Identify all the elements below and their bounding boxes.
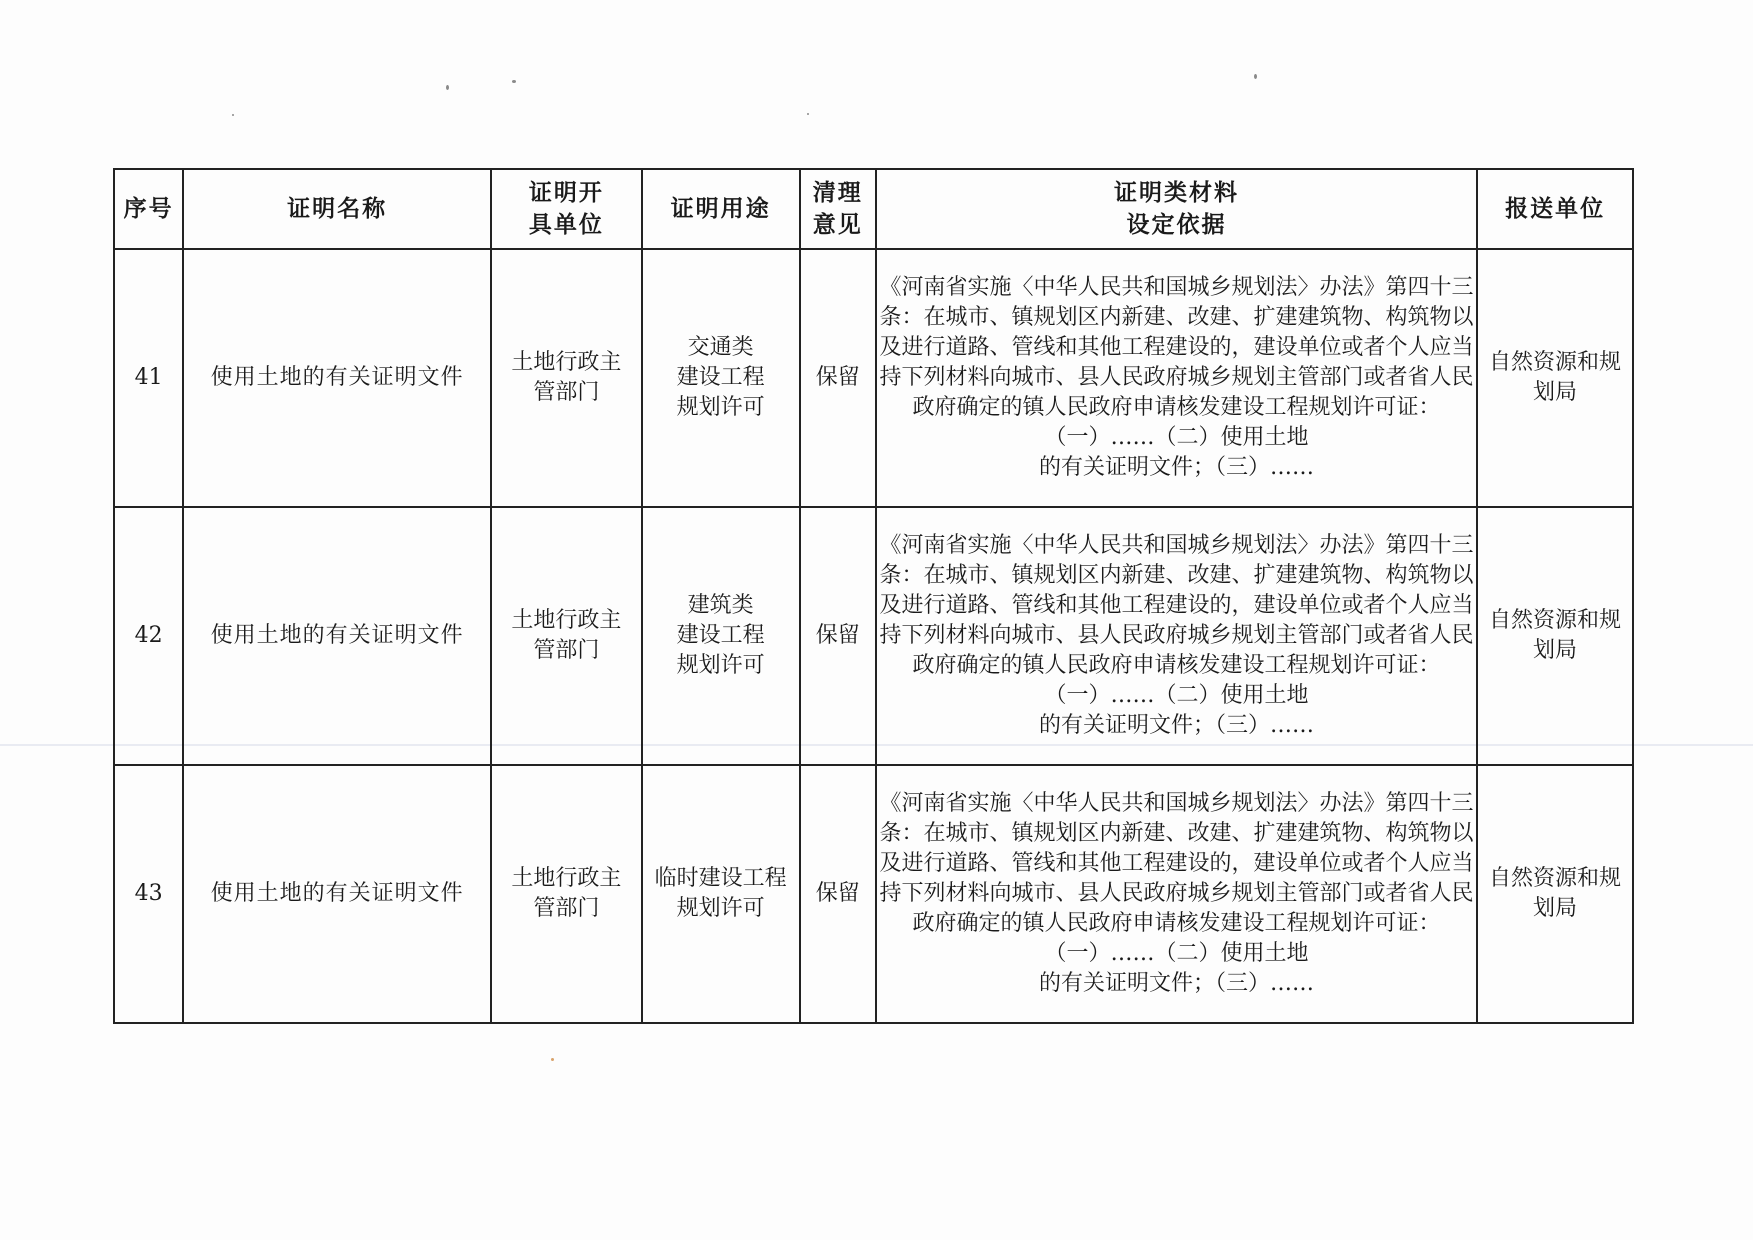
certificate-use-line: 临时建设工程: [654, 866, 787, 891]
reporting-unit-line: 划局: [1533, 638, 1578, 663]
issuing-unit: [491, 249, 642, 507]
reporting-unit: [1477, 765, 1633, 1023]
cleanup-opinion: 保留: [800, 507, 876, 765]
table-row: [114, 765, 1633, 1023]
certificate-use-line: 建设工程: [676, 623, 765, 648]
row-number: 42: [114, 507, 183, 765]
row-number: 43: [114, 765, 183, 1023]
issuing-unit-line: 管部门: [533, 896, 600, 921]
row-number: 41: [114, 249, 183, 507]
header-opinion-line: 清理: [812, 179, 863, 206]
scan-speck: [512, 80, 516, 83]
header-use: 证明用途: [642, 169, 800, 249]
header-no: 序号: [114, 169, 183, 249]
certificate-use: [642, 765, 800, 1023]
legal-basis-last-line: 的有关证明文件；（三）……: [1039, 713, 1315, 738]
certificate-table: [113, 168, 1634, 1024]
reporting-unit: [1477, 249, 1633, 507]
legal-basis: [876, 507, 1477, 765]
certificate-name: 使用土地的有关证明文件: [183, 765, 491, 1023]
table-row: [114, 507, 1633, 765]
table-row: [114, 249, 1633, 507]
certificate-use: [642, 507, 800, 765]
issuing-unit-line: 土地行政主: [511, 350, 622, 375]
scan-speck: [551, 1058, 554, 1061]
scan-speck: [232, 114, 234, 116]
issuing-unit-line: 土地行政主: [511, 608, 622, 633]
header-basis-line: 证明类材料: [1114, 179, 1240, 206]
scan-speck: [1254, 74, 1257, 79]
certificate-use-line: 建设工程: [676, 365, 765, 390]
header-opinion: [800, 169, 876, 249]
reporting-unit: [1477, 507, 1633, 765]
issuing-unit: [491, 765, 642, 1023]
legal-basis: [876, 249, 1477, 507]
reporting-unit-line: 自然资源和规: [1489, 866, 1622, 891]
certificate-use-line: 交通类: [687, 335, 754, 360]
header-basis-line: 设定依据: [1126, 211, 1227, 238]
reporting-unit-line: 自然资源和规: [1489, 350, 1622, 375]
header-dept: 报送单位: [1477, 169, 1633, 249]
reporting-unit-line: 划局: [1533, 896, 1578, 921]
certificate-name: 使用土地的有关证明文件: [183, 507, 491, 765]
legal-basis-text: 《河南省实施〈中华人民共和国城乡规划法〉办法》第四十三条：在城市、镇规划区内新建、改建、扩建建筑物、构筑物以及进行道路、管线和其他工程建设的，建设单位或者个人应当持下列材料向城市、县人民政府城乡规划主管部门或者省人民政府确定的镇人民政府申请核发建设工程规划许可证：（一）……（二）使用土地: [879, 533, 1474, 708]
cleanup-opinion: 保留: [800, 249, 876, 507]
header-unit: [491, 169, 642, 249]
header-unit-line: 证明开: [528, 179, 604, 206]
certificate-name: 使用土地的有关证明文件: [183, 249, 491, 507]
certificate-use-line: 规划许可: [676, 653, 765, 678]
issuing-unit-line: 土地行政主: [511, 866, 622, 891]
legal-basis-last-line: 的有关证明文件；（三）……: [1039, 455, 1315, 480]
header-name: 证明名称: [183, 169, 491, 249]
certificate-use-line: 建筑类: [687, 593, 754, 618]
legal-basis: [876, 765, 1477, 1023]
scan-speck: [446, 85, 449, 90]
issuing-unit: [491, 507, 642, 765]
certificate-use: [642, 249, 800, 507]
certificate-use-line: 规划许可: [676, 896, 765, 921]
header-unit-line: 具单位: [528, 211, 604, 238]
reporting-unit-line: 划局: [1533, 380, 1578, 405]
table-header-row: [114, 169, 1633, 249]
scan-speck: [807, 113, 809, 115]
legal-basis-last-line: 的有关证明文件；（三）……: [1039, 971, 1315, 996]
issuing-unit-line: 管部门: [533, 380, 600, 405]
certificate-use-line: 规划许可: [676, 395, 765, 420]
cleanup-opinion: 保留: [800, 765, 876, 1023]
reporting-unit-line: 自然资源和规: [1489, 608, 1622, 633]
legal-basis-text: 《河南省实施〈中华人民共和国城乡规划法〉办法》第四十三条：在城市、镇规划区内新建、改建、扩建建筑物、构筑物以及进行道路、管线和其他工程建设的，建设单位或者个人应当持下列材料向城市、县人民政府城乡规划主管部门或者省人民政府确定的镇人民政府申请核发建设工程规划许可证：（一）……（二）使用土地: [879, 791, 1474, 966]
header-basis: [876, 169, 1477, 249]
legal-basis-text: 《河南省实施〈中华人民共和国城乡规划法〉办法》第四十三条：在城市、镇规划区内新建、改建、扩建建筑物、构筑物以及进行道路、管线和其他工程建设的，建设单位或者个人应当持下列材料向城市、县人民政府城乡规划主管部门或者省人民政府确定的镇人民政府申请核发建设工程规划许可证：（一）……（二）使用土地: [879, 275, 1474, 450]
header-opinion-line: 意见: [812, 211, 863, 238]
issuing-unit-line: 管部门: [533, 638, 600, 663]
